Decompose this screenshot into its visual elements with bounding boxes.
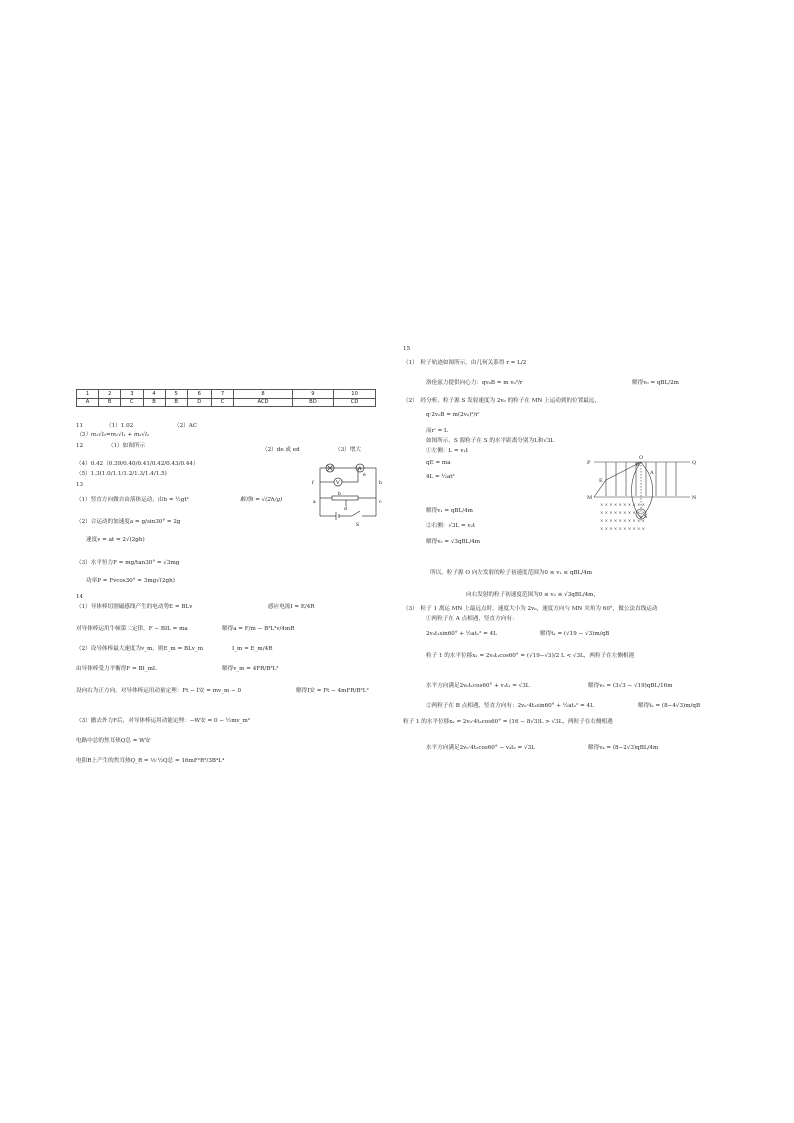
q14-part2-result: 解得v_m = 4FR/B²L² [222, 666, 279, 672]
q14-part3-heat: 电路中总的焦耳热Q总 = W安 [76, 738, 151, 744]
q15-part2-v2: 解得v₂ = √3qBL/4m [426, 539, 481, 545]
answer-key-table [76, 389, 376, 407]
q15-part3-x1: 粒子 1 的水平位移x₁ = 2v₀t₁cos60° = (√19−√3)/2 L < √3L，两粒子在左侧相遇 [426, 653, 635, 659]
answer-key-answer: ACD [234, 398, 292, 407]
q15-part3-meet-a: ①两粒子在 A 点相遇，竖直方向有： [426, 616, 518, 622]
svg-text:× × × × × × × × × ×: × × × × × × × × × × [600, 502, 645, 507]
q14-part2-impulse: 解得I安 = Ft − 4mFR/B²L² [296, 688, 369, 694]
q11-part3: （3）m₁√l₀=m₁√l₁ + m₂√l₂ [76, 432, 150, 438]
field-label-p: P [587, 460, 591, 466]
node-a-label: a [313, 500, 316, 505]
field-label-a: A [650, 470, 654, 476]
q14-part1-current: 感应电流I = E/4R [268, 604, 315, 610]
q13-part1: （1）竖直方向做自由落体运动，由h = ½gt² [76, 497, 189, 503]
q15-part2: （2） 经分析，粒子源 S 发射速度为 2v₀ 的粒子在 MN 上运动到的位置最远， [403, 398, 601, 404]
q12-part1: （1）如图所示 [108, 443, 146, 449]
answer-key-number: 7 [211, 390, 233, 399]
node-c-label: c [379, 500, 382, 505]
answer-key-answer: BD [292, 398, 333, 407]
node-b-label: b [338, 492, 341, 497]
q15-part2-displacement: 4L = ½at² [426, 474, 455, 480]
answer-key-number: 10 [334, 390, 376, 399]
q14-part2-current: I_m = E_m/4R [232, 646, 273, 652]
answer-key-number: 4 [143, 390, 165, 399]
answer-key-number: 2 [99, 390, 121, 399]
q15-part3-v3: 解得v₃ = (3√3 − √19)qBL/16m [588, 683, 673, 689]
answer-key-answer: B [143, 398, 165, 407]
q15-part2-radius: 而r' = L [426, 428, 448, 434]
field-label-m: M [587, 495, 593, 501]
answer-key-number: 8 [234, 390, 292, 399]
q11-number: 11 [76, 423, 84, 429]
q15-part3-x2: 粒子 1 的水平位移x₂ = 2v₀·4t₂cos60° = (16 − 8√3)L > √3L，两粒子在右侧相遇 [403, 719, 613, 725]
meter-v-label: V [336, 480, 340, 486]
q11-part2: （2）AC [174, 423, 198, 429]
q15-part3-t2: 解得t₂ = (8−4√3)m/qB [638, 703, 701, 709]
answer-key-answer: B [165, 398, 187, 407]
q13-part1-result: 解得t = √(2h/g) [240, 497, 283, 503]
answer-key-answer: D [187, 398, 211, 407]
q15-part2-left-range: 所以，粒子源 O 向左发射的粒子初速度范围为0 ≤ v₁ ≤ qBL/4m [430, 570, 593, 576]
q14-number: 14 [76, 594, 84, 600]
node-f-label: f [312, 481, 314, 486]
q14-part1-newton: 对导体棒运用牛顿第二定律，F − BIL = ma [76, 626, 188, 632]
answer-key-answer: B [99, 398, 121, 407]
q13-part2-velocity: 速度v = at = 2√(2gh) [86, 537, 145, 543]
answer-key-answer: A [77, 398, 99, 407]
switch-s-label: S [356, 523, 360, 528]
q14-part2: （2）设导体棒最大速度为v_m，则E_m = BLv_m [76, 646, 204, 652]
q15-part1-result: 解得v₀ = qBL/2m [632, 380, 679, 386]
q15-part3-t1: 解得t₁ = (√19 − √3)m/qB [540, 631, 610, 637]
q15-part3-meet-b: ②两粒子在 B 点相遇，竖直方向有：2v₀·4t₂sin60° + ½at₂² = 4L [426, 703, 594, 709]
q15-part1: （1） 粒子轨迹如图所示，由几何关系得 r = L/2 [403, 360, 527, 366]
q14-part2-balance: 由导体棒受力平衡得F = BI_mL [76, 666, 157, 672]
q12-part3: （3）增大 [335, 447, 361, 453]
q15-part3: （3） 粒子 1 离运 MN 上最远点时，速度大小为 2v₀，速度方向与 MN 夹角为 60°，做公法直线运动 [403, 606, 658, 612]
q15-part3-eq1: 2v₀t₁sin60° + ½at₁² = 4L [426, 631, 497, 637]
q15-part3-v4: 解得v₄ = (8−2√3)qBL/4m [588, 745, 659, 751]
answer-key-answer: C [211, 398, 233, 407]
answer-key-number: 3 [121, 390, 143, 399]
q12-part5: （5）1.3(1.0/1.1/1.2/1.3/1.4/1.5) [76, 471, 167, 477]
field-label-s: S [644, 514, 648, 520]
svg-text:× × × × × × × × × ×: × × × × × × × × × × [600, 526, 645, 531]
answer-key-answer-row [77, 398, 376, 407]
q15-part1-lorentz: 洛伦兹力提供向心力：qv₀B = m v₀²/r [426, 380, 523, 386]
field-label-o: O [639, 455, 644, 461]
q15-part2-v1: 解得v₁ = qBL/4m [426, 508, 473, 514]
q14-part3: （3）撤去外力F后，对导体棒运用动能定理：−W安 = 0 − ½mv_m² [76, 718, 251, 724]
q15-number: 15 [403, 346, 411, 352]
field-label-n: N [692, 495, 697, 501]
field-label-e: E [599, 478, 603, 484]
q15-part2-distance: 如图所示，S 源粒子在 S 的水平距离分别为L和√3L [426, 438, 555, 444]
q15-part2-right-range: 向右发射的粒子初速度范围为0 ≤ v₂ ≤ √3qBL/4m， [466, 592, 600, 598]
answer-key-number-row [77, 390, 376, 399]
q13-part3: （3）水平恒力F = mg/tan30° = √3mg [76, 560, 180, 566]
q15-part2-force: qE = ma [426, 460, 451, 466]
field-diagram [586, 452, 698, 560]
q13-part3-power: 功率P = Fvcos30° = 3mg√(2gh) [86, 578, 175, 584]
q15-part3-horizontal1: 水平方向满足2v₀t₁cos60° + v₃t₁ = √3L [426, 683, 530, 689]
node-d-label: d [344, 507, 347, 512]
q12-part4: （4）0.42（0.39/0.40/0.41/0.42/0.43/0.44） [76, 461, 199, 467]
svg-text:× × × × × × × × × ×: × × × × × × × × × × [600, 510, 645, 515]
q14-part1-result: 解得a = F/m − B²L²v/4mR [222, 626, 295, 632]
node-e-label: e [363, 473, 366, 478]
q15-part2-right: ②右侧：√3L = v₂t [426, 523, 476, 529]
answer-key-answer: CD [334, 398, 376, 407]
answer-key-answer: C [121, 398, 143, 407]
answer-key-number: 9 [292, 390, 333, 399]
answer-key-number: 1 [77, 390, 99, 399]
q14-part1: （1）导体棒切割磁感线产生的电动势E = BLv [76, 604, 193, 610]
answer-key-number: 6 [187, 390, 211, 399]
answer-key-number: 5 [165, 390, 187, 399]
meter-a-label: A [358, 466, 362, 472]
q14-part3-resistor-heat: 电阻R上产生的焦耳热Q_R = ⅓·½Q总 = 16mF²R²/3B⁴L⁴ [76, 758, 225, 764]
q15-part2-left: ①左侧：L = v₁t [426, 448, 468, 454]
q12-number: 12 [76, 443, 84, 449]
q12-part2: （2）de 或 ed [262, 447, 300, 453]
q13-number: 13 [76, 482, 84, 488]
q11-part1: （1）1.02 [106, 423, 134, 429]
svg-text:× × × × × × × × × ×: × × × × × × × × × × [600, 518, 645, 523]
node-h-label: h [379, 481, 382, 486]
field-label-q: Q [692, 460, 697, 466]
q15-part3-horizontal2: 水平方向满足2v₀·4t₂cos60° − v₄t₂ = √3L [426, 745, 535, 751]
q13-part2: （2）合运动的加速度a = g/sin30° = 2g [76, 519, 181, 525]
q14-part2-momentum: 设向右为正方向，对导体棒运用动量定理：Ft − İ安 = mv_m − 0 [76, 688, 242, 694]
q15-part2-eq1: q·2v₀B = m(2v₀)²/r' [426, 412, 480, 418]
circuit-diagram [308, 460, 388, 532]
field-label-b: B [636, 462, 640, 468]
